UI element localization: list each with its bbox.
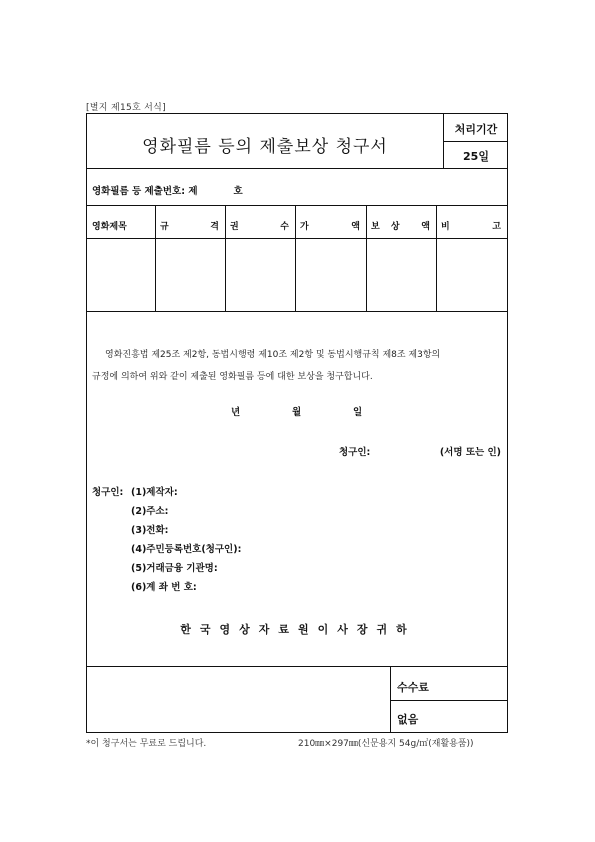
processing-period-label: 처리기간 [454,123,498,136]
claim-statement-line1: 영화진흥법 제25조 제2항, 동법시행령 제10조 제2항 및 동법시행규칙 제8조 제3항의 [105,350,441,360]
date-year: 년 [231,407,241,418]
divider [87,205,507,206]
submission-number-line [92,183,243,197]
form-number-tag: [별지 제15호 서식] [86,103,166,113]
claimant-address: (2)주소: [131,506,169,517]
column-divider [436,205,437,311]
processing-period-value: 25일 [463,150,489,163]
claimant-phone: (3)전화: [131,525,169,536]
column-divider [225,205,226,311]
processing-divider [443,141,507,142]
header-compensation: 보 상 액 [371,222,430,232]
claim-statement-line2: 규정에 의하여 위와 같이 제출된 영화필름 등에 대한 보상을 청구합니다. [92,372,373,382]
divider [87,168,507,169]
header-spec: 규 격 [160,222,219,232]
fee-inner-divider [390,700,507,701]
addressee: 한국영상자료원이사장귀하 [180,623,416,636]
claimant-signature-label: 청구인: [339,447,371,458]
signature-or-seal: (서명 또는 인) [439,447,501,458]
footnote-paper-spec: 210㎜×297㎜(신문용지 54g/㎡(재활용품)) [298,739,474,749]
claimant-info-label: 청구인: [92,487,124,498]
submission-number-label: 영화필름 등 제출번호: 제 [92,186,198,197]
submission-number-suffix: 호 [233,186,243,197]
footnote-free: *이 청구서는 무료로 드립니다. [86,739,207,749]
fee-divider [390,666,391,732]
table-header-divider [87,238,507,239]
divider [87,311,507,312]
claimant-producer: (1)제작자: [131,487,178,498]
claim-form [86,113,508,733]
date-day: 일 [353,407,363,418]
form-title: 영화필름 등의 제출보상 청구서 [142,137,388,157]
claimant-resident-number: (4)주민등록번호(청구인): [131,544,242,555]
column-divider [155,205,156,311]
fee-label: 수수료 [397,681,429,694]
header-reels: 권 수 [230,222,289,232]
date-month: 월 [292,407,302,418]
divider [87,666,507,667]
claimant-bank-name: (5)거래금융 기관명: [131,563,218,574]
column-divider [366,205,367,311]
fee-value: 없음 [397,713,419,726]
column-divider [295,205,296,311]
header-remarks: 비 고 [441,222,501,232]
header-value: 가 액 [300,222,360,232]
header-movie-title: 영화제목 [92,222,127,232]
claimant-account-number: (6)계 좌 번 호: [131,582,197,593]
